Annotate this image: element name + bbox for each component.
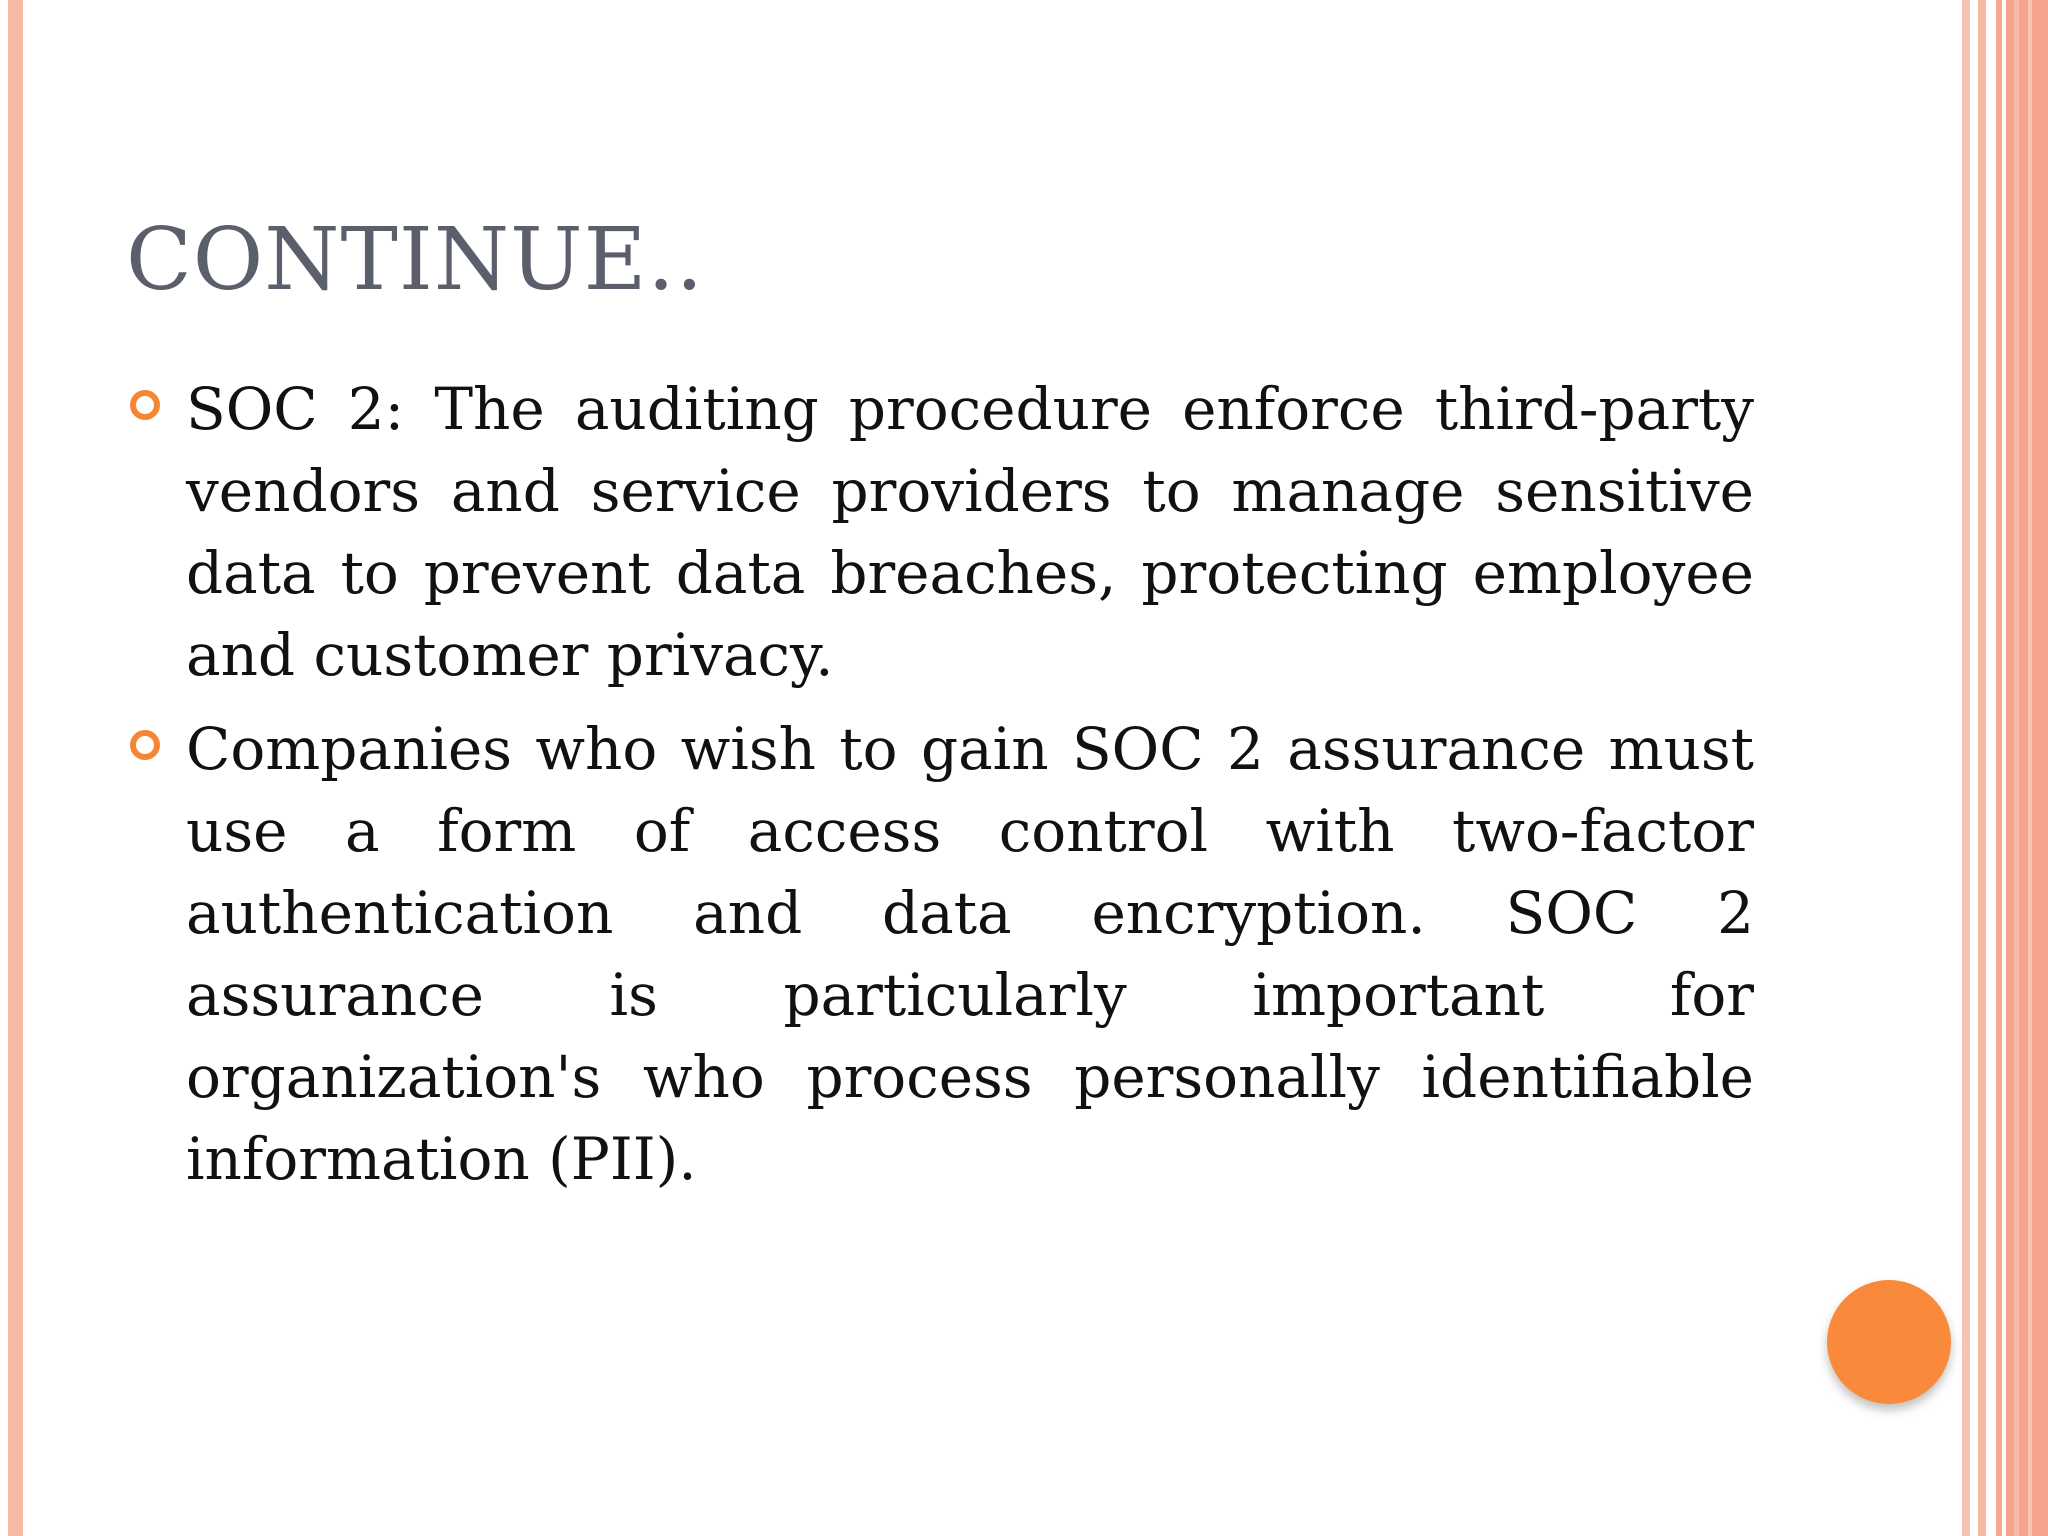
bullet-text: Companies who wish to gain SOC 2 assurance must use a form of access control with two-factor authentication and data encryption. SOC 2 assurance is particularly important for organization's who process personally identifiable information (PII). xyxy=(186,715,1754,1193)
right-stripe xyxy=(2028,0,2032,1536)
left-decorative-stripe xyxy=(8,0,23,1536)
right-stripe xyxy=(2014,0,2019,1536)
right-stripe xyxy=(1962,0,1970,1536)
ring-bullet-icon xyxy=(130,390,160,420)
list-item xyxy=(126,368,1754,696)
ring-bullet-icon xyxy=(130,730,160,760)
bullet-text: SOC 2: The auditing procedure enforce third-party vendors and service providers to manage sensitive data to prevent data breaches, protecting employee and customer privacy. xyxy=(186,375,1754,689)
right-stripe xyxy=(1996,0,2002,1536)
right-stripe xyxy=(1978,0,1986,1536)
right-decorative-stripes xyxy=(1956,0,2048,1536)
bullet-list xyxy=(126,368,1754,1212)
list-item xyxy=(126,708,1754,1200)
orange-circle-button[interactable] xyxy=(1827,1280,1951,1404)
slide-title: CONTINUE.. xyxy=(126,210,705,310)
right-stripe xyxy=(2006,0,2048,1536)
